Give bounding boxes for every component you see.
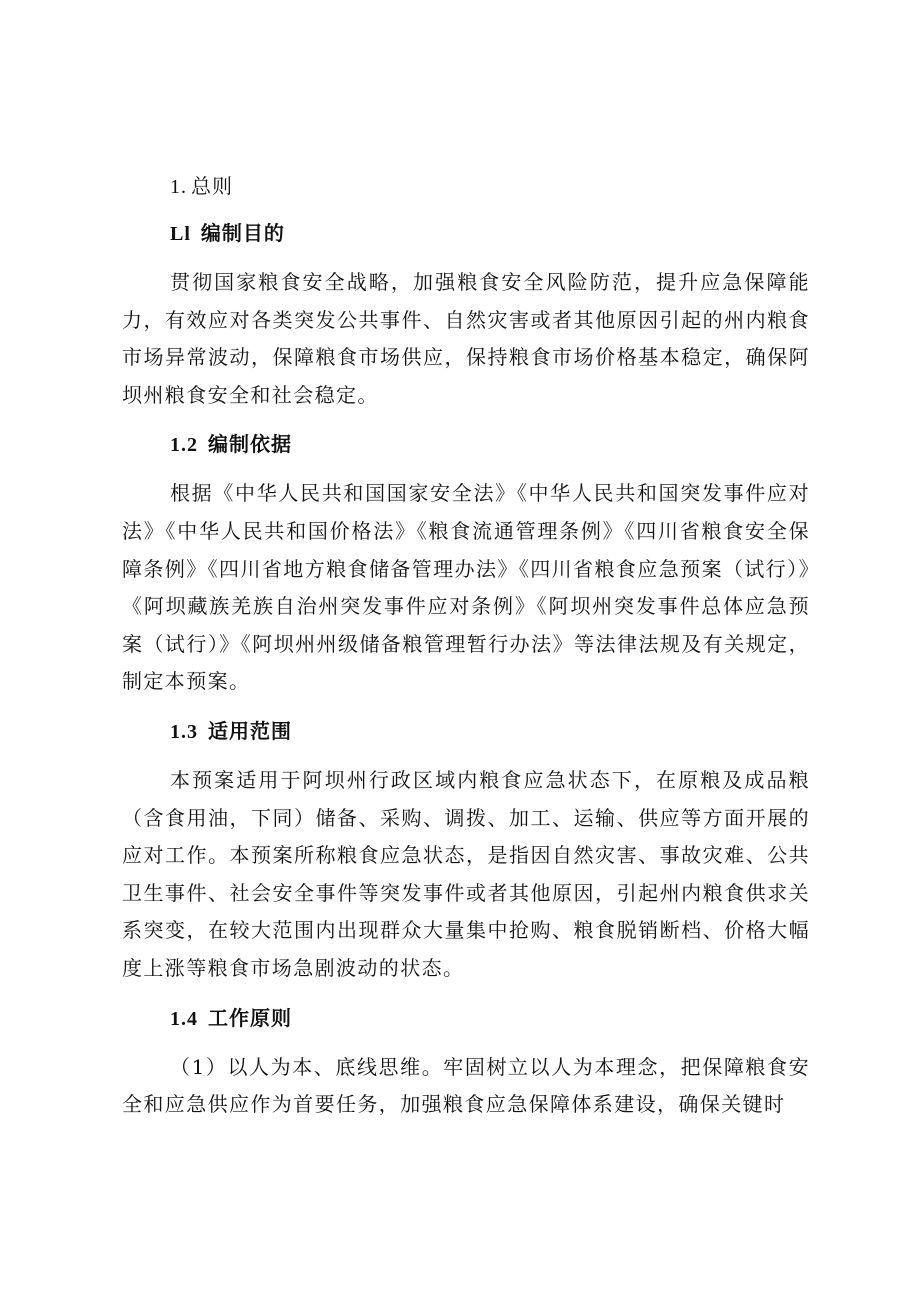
subsection-heading-purpose bbox=[170, 217, 810, 250]
section-number: 1. bbox=[170, 176, 187, 198]
subsection-title: 工作原则 bbox=[208, 1005, 292, 1030]
paragraph-principles: （1）以人为本、底线思维。牢固树立以人为本理念，把保障粮食安全和应急供应作为首要任务，加强粮食应急保障体系建设，确保关键时 bbox=[122, 1054, 810, 1117]
paragraph-basis: 根据《中华人民共和国国家安全法》《中华人民共和国突发事件应对法》《中华人民共和国价格法》《粮食流通管理条例》《四川省粮食安全保障条例》《四川省地方粮食储备管理办法》《四川省粮食应急预案（试行）》《阿坝藏族羌族自治州突发事件应对条例》《阿坝州突发事件总体应急预案（试行）》《阿坝州州级储备粮管理暂行办法》等法律法规及有关规定，制定本预案。 bbox=[122, 481, 810, 694]
subsection-title: 编制依据 bbox=[208, 432, 292, 457]
subsection-number: 1.3 bbox=[170, 720, 198, 743]
subsection-title: 适用范围 bbox=[208, 718, 292, 743]
subsection-heading-basis bbox=[170, 428, 810, 461]
subsection-title: 编制目的 bbox=[200, 221, 285, 245]
section-title: 总则 bbox=[191, 174, 233, 198]
paragraph-scope: 本预案适用于阿坝州行政区域内粮食应急状态下，在原粮及成品粮（含食用油，下同）储备、采购、调拨、加工、运输、供应等方面开展的应对工作。本预案所称粮食应急状态，是指因自然灾害、事故灾难、公共卫生事件、社会安全事件等突发事件或者其他原因，引起州内粮食供求关系突变，在较大范围内出现群众大量集中抢购、粮食脱销断档、价格大幅度上涨等粮食市场急剧波动的状态。 bbox=[122, 767, 810, 980]
subsection-number: 1.4 bbox=[170, 1007, 198, 1030]
subsection-heading-principles bbox=[170, 1002, 810, 1035]
subsection-number: 1.2 bbox=[170, 434, 198, 457]
document-page bbox=[122, 170, 810, 1138]
section-heading-general bbox=[170, 170, 810, 203]
paragraph-purpose: 贯彻国家粮食安全战略，加强粮食安全风险防范，提升应急保障能力，有效应对各类突发公共事件、自然灾害或者其他原因引起的州内粮食市场异常波动，保障粮食市场供应，保持粮食市场价格基本稳定，确保阿坝州粮食安全和社会稳定。 bbox=[122, 270, 810, 407]
subsection-number: Ll bbox=[170, 223, 191, 245]
subsection-heading-scope bbox=[170, 715, 810, 748]
